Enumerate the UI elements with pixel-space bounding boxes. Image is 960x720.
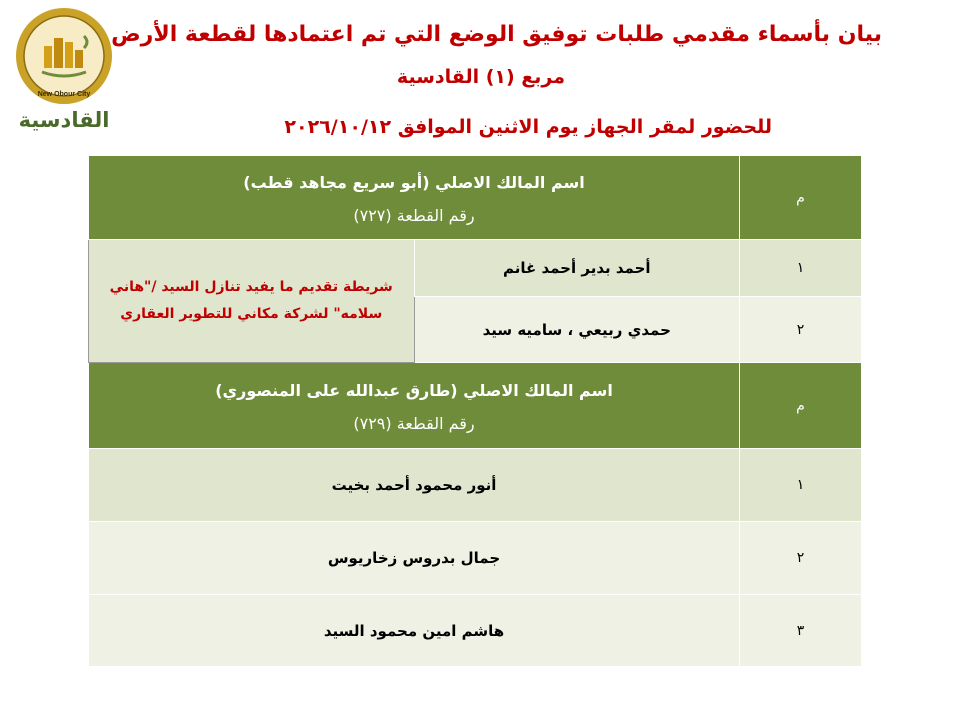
group1-header-row bbox=[89, 156, 862, 240]
row-num: ١ bbox=[740, 449, 862, 522]
table-row bbox=[89, 522, 862, 595]
applicant-name: هاشم امين محمود السيد bbox=[89, 595, 740, 667]
row-num: ٣ bbox=[740, 595, 862, 667]
table-row bbox=[89, 595, 862, 667]
group1-owner-cell bbox=[89, 156, 740, 240]
group1-owner: اسم المالك الاصلي (أبو سريع مجاهد قطب) bbox=[243, 172, 585, 192]
group1-plot: رقم القطعة (٧٢٧) bbox=[353, 205, 475, 225]
logo-block bbox=[8, 6, 120, 136]
logo-caption: القادسية bbox=[18, 108, 110, 132]
applicant-name: أنور محمود أحمد بخيت bbox=[89, 449, 740, 522]
title-line-2: مربع (١) القادسية bbox=[396, 66, 565, 88]
row-num: ١ bbox=[740, 240, 862, 297]
applicant-name: جمال بدروس زخاريوس bbox=[89, 522, 740, 595]
title-line-1: بيان بأسماء مقدمي طلبات توفيق الوضع التي تم اعتمادها لقطعة الأرض bbox=[111, 22, 882, 47]
city-seal-logo bbox=[14, 6, 114, 106]
applicant-name: حمدي ربيعي ، ساميه سيد bbox=[414, 297, 740, 363]
table-row bbox=[89, 449, 862, 522]
applicants-table bbox=[88, 155, 862, 667]
col-num-header: م bbox=[740, 363, 862, 449]
group2-owner: اسم المالك الاصلي (طارق عبدالله على المنصوري) bbox=[215, 380, 613, 400]
row-num: ٢ bbox=[740, 522, 862, 595]
applicant-name: أحمد بدير أحمد غانم bbox=[414, 240, 740, 297]
group2-owner-cell bbox=[89, 363, 740, 449]
svg-text:New Obour City: New Obour City bbox=[37, 91, 91, 98]
table-row bbox=[89, 240, 862, 297]
condition-note: شريطة تقديم ما يفيد تنازل السيد /"هاني سلامه" لشركة مكاني للتطوير العقاري bbox=[89, 240, 415, 363]
title-line-3: للحضور لمقر الجهاز يوم الاثنين الموافق ٢٠٢٦/١٠/١٢ bbox=[284, 116, 772, 138]
group2-header-row bbox=[89, 363, 862, 449]
row-num: ٢ bbox=[740, 297, 862, 363]
col-num-header: م bbox=[740, 156, 862, 240]
group2-plot: رقم القطعة (٧٢٩) bbox=[353, 413, 475, 433]
